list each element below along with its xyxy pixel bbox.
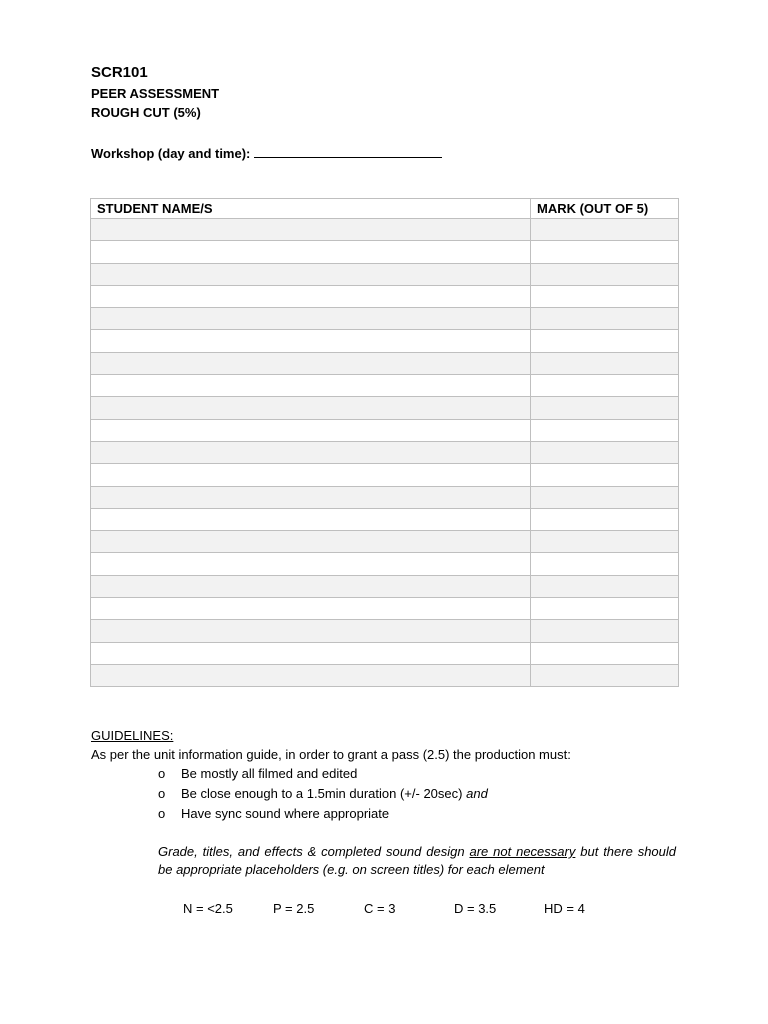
student-name-cell[interactable] — [91, 441, 531, 463]
mark-cell[interactable] — [531, 620, 679, 642]
list-item: o Have sync sound where appropriate — [158, 806, 390, 821]
student-name-cell[interactable] — [91, 263, 531, 285]
table-header-row — [91, 199, 679, 219]
student-name-cell[interactable] — [91, 285, 531, 307]
student-name-header: STUDENT NAME/S — [91, 199, 531, 219]
table-row — [91, 241, 679, 263]
student-name-cell[interactable] — [91, 553, 531, 575]
student-name-cell[interactable] — [91, 219, 531, 241]
mark-cell[interactable] — [531, 553, 679, 575]
table-row — [91, 352, 679, 374]
student-name-cell[interactable] — [91, 508, 531, 530]
list-item: o Be close enough to a 1.5min duration (+/- 20sec) and — [158, 786, 488, 801]
table-row — [91, 553, 679, 575]
student-name-cell[interactable] — [91, 486, 531, 508]
mark-cell[interactable] — [531, 375, 679, 397]
document-subtitle: ROUGH CUT (5%) — [91, 105, 201, 120]
guidelines-intro: As per the unit information guide, in order to grant a pass (2.5) the production must: — [91, 747, 571, 762]
mark-cell[interactable] — [531, 219, 679, 241]
table-row — [91, 375, 679, 397]
requirements-list — [158, 766, 488, 826]
student-name-cell[interactable] — [91, 308, 531, 330]
mark-cell[interactable] — [531, 642, 679, 664]
student-name-cell[interactable] — [91, 620, 531, 642]
and-conjunction: and — [466, 786, 488, 801]
mark-cell[interactable] — [531, 486, 679, 508]
student-name-cell[interactable] — [91, 352, 531, 374]
note-emphasis: are not necessary — [469, 844, 576, 859]
workshop-label: Workshop (day and time): — [91, 146, 251, 161]
mark-cell[interactable] — [531, 263, 679, 285]
student-name-cell[interactable] — [91, 330, 531, 352]
table-row — [91, 508, 679, 530]
mark-cell[interactable] — [531, 352, 679, 374]
grade-c: C = 3 — [364, 901, 396, 916]
mark-cell[interactable] — [531, 464, 679, 486]
mark-cell[interactable] — [531, 397, 679, 419]
mark-cell[interactable] — [531, 285, 679, 307]
table-row — [91, 664, 679, 686]
table-row — [91, 620, 679, 642]
list-item: o Be mostly all filmed and edited — [158, 766, 358, 781]
table-row — [91, 464, 679, 486]
mark-cell[interactable] — [531, 598, 679, 620]
table-row — [91, 419, 679, 441]
mark-cell[interactable] — [531, 241, 679, 263]
grade-hd: HD = 4 — [544, 901, 585, 916]
mark-cell[interactable] — [531, 664, 679, 686]
student-name-cell[interactable] — [91, 531, 531, 553]
bullet-icon: o — [158, 806, 166, 821]
document-title: PEER ASSESSMENT — [91, 86, 220, 101]
table-row — [91, 642, 679, 664]
guidelines-title: GUIDELINES: — [91, 728, 174, 743]
table-row — [91, 486, 679, 508]
mark-cell[interactable] — [531, 575, 679, 597]
mark-cell[interactable] — [531, 308, 679, 330]
mark-cell[interactable] — [531, 330, 679, 352]
mark-cell[interactable] — [531, 531, 679, 553]
table-row — [91, 575, 679, 597]
student-name-cell[interactable] — [91, 464, 531, 486]
mark-cell[interactable] — [531, 441, 679, 463]
table-row — [91, 285, 679, 307]
student-name-cell[interactable] — [91, 598, 531, 620]
table-row — [91, 330, 679, 352]
mark-cell[interactable] — [531, 419, 679, 441]
table-row — [91, 598, 679, 620]
student-name-cell[interactable] — [91, 664, 531, 686]
bullet-icon: o — [158, 766, 166, 781]
table-row — [91, 308, 679, 330]
student-marks-table — [90, 198, 679, 687]
student-name-cell[interactable] — [91, 241, 531, 263]
student-name-cell[interactable] — [91, 419, 531, 441]
student-name-cell[interactable] — [91, 642, 531, 664]
grade-d: D = 3.5 — [454, 901, 497, 916]
student-name-cell[interactable] — [91, 397, 531, 419]
table-row — [91, 531, 679, 553]
mark-header: MARK (OUT OF 5) — [531, 199, 679, 219]
student-name-cell[interactable] — [91, 575, 531, 597]
bullet-icon: o — [158, 786, 166, 801]
workshop-blank-line[interactable] — [254, 144, 442, 158]
table-row — [91, 397, 679, 419]
mark-cell[interactable] — [531, 508, 679, 530]
grade-n: N = <2.5 — [183, 901, 233, 916]
workshop-field — [91, 144, 442, 161]
unit-code: SCR101 — [91, 64, 148, 81]
student-name-cell[interactable] — [91, 375, 531, 397]
guidelines-note: Grade, titles, and effects & completed sound design are not necessary but there should be appropriate placeholders (e.g. on screen titles) for each element — [158, 844, 677, 877]
table-row — [91, 441, 679, 463]
table-row — [91, 219, 679, 241]
grade-p: P = 2.5 — [273, 901, 315, 916]
table-row — [91, 263, 679, 285]
